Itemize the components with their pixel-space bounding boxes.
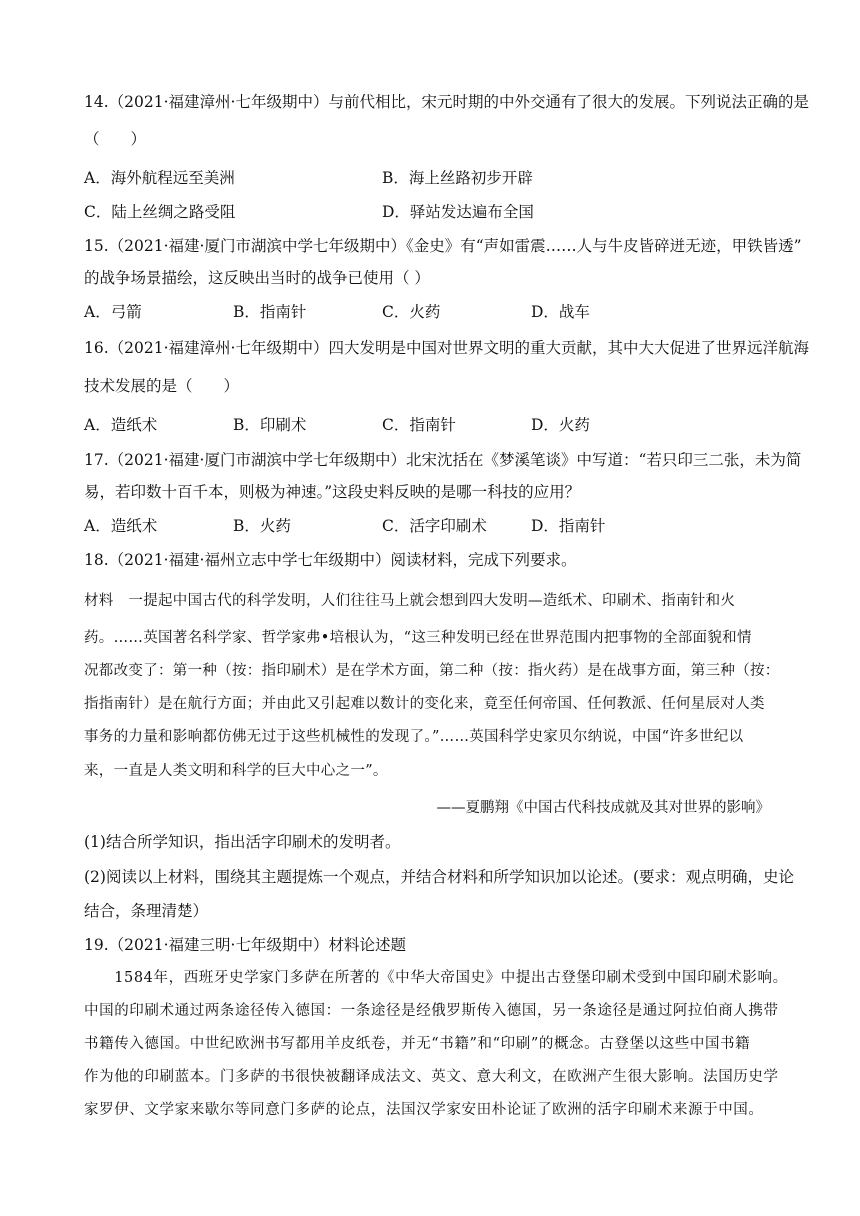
- q19-material-line: 作为他的印刷蓝本。门多萨的书很快被翻译成法文、英文、意大利文，在欧洲产生很大影响。法国历史学: [84, 1069, 779, 1085]
- q19-material-line: 家罗伊、文学家来歇尔等同意门多萨的论点，法国汉学家安田朴论证了欧洲的活字印刷术来源于中国。: [84, 1102, 764, 1118]
- q19-material-line: 书籍传入德国。中世纪欧洲书写都用羊皮纸卷，并无“书籍”和“印刷”的概念。古登堡以这些中国书籍: [84, 1036, 751, 1052]
- q18-subquestion-2-line1: (2)阅读以上材料，围绕其主题提炼一个观点，并结合材料和所学知识加以论述。(要求：观点明确，史论: [84, 868, 795, 886]
- q17-option-a: A．造纸术: [84, 517, 158, 535]
- q18-material-line: 材料 一提起中国古代的科学发明，人们往往马上就会想到四大发明—造纸术、印刷术、指南针和火: [84, 593, 736, 609]
- q16-stem-line1: 16.（2021·福建漳州·七年级期中）四大发明是中国对世界文明的重大贡献，其中大大促进了世界远洋航海: [84, 339, 809, 357]
- q17-option-d: D．指南针: [531, 517, 606, 535]
- q14-option-a: A．海外航程远至美洲: [84, 169, 235, 187]
- q15-stem-line1: 15.（2021·福建·厦门市湖滨中学七年级期中）《金史》有“声如雷震……人与牛皮皆碎迸无迹，甲铁皆透”: [84, 237, 802, 255]
- q18-material-line: 指指南针）是在航行方面；并由此又引起难以数计的变化来，竟至任何帝国、任何教派、任何星辰对人类: [84, 696, 765, 712]
- q18-material-line: 事务的力量和影响都仿佛无过于这些机械性的发现了。”……英国科学史家贝尔纳说，中国“许多世纪以: [84, 729, 744, 745]
- q18-material-line: 况都改变了：第一种（按：指印刷术）是在学术方面，第二种（按：指火药）是在战事方面，第三种（按：: [84, 663, 780, 679]
- q14-stem-line1: 14.（2021·福建漳州·七年级期中）与前代相比，宋元时期的中外交通有了很大的发展。下列说法正确的是: [84, 93, 809, 111]
- q16-option-c: C．指南针: [382, 416, 456, 434]
- q17-option-b: B．火药: [233, 517, 291, 535]
- q19-stem: 19.（2021·福建三明·七年级期中）材料论述题: [84, 936, 406, 954]
- q14-option-d: D．驿站发达遍布全国: [382, 203, 534, 221]
- q16-stem-line2: 技术发展的是（ ）: [84, 377, 240, 395]
- q17-option-c: C．活字印刷术: [382, 517, 487, 535]
- q18-material-source: ——夏鹏翔《中国古代科技成就及其对世界的影响》: [436, 800, 770, 816]
- q15-option-a: A．弓箭: [84, 303, 142, 321]
- q19-material-line: 中国的印刷术通过两条途径传入德国：一条途径是经俄罗斯传入德国，另一条途径是通过阿拉伯商人携带: [84, 1003, 779, 1019]
- q16-option-d: D．火药: [531, 416, 590, 434]
- q15-stem-line2: 的战争场景描绘，这反映出当时的战争已使用（ ）: [84, 269, 430, 287]
- q16-option-b: B．印刷术: [233, 416, 307, 434]
- q14-option-c: C．陆上丝绸之路受阻: [84, 203, 236, 221]
- q15-option-d: D．战车: [531, 303, 590, 321]
- q18-stem: 18.（2021·福建·福州立志中学七年级期中）阅读材料，完成下列要求。: [84, 551, 577, 569]
- q14-option-b: B．海上丝路初步开辟: [382, 169, 533, 187]
- q15-option-b: B．指南针: [233, 303, 307, 321]
- q18-subquestion-2-line2: 结合，条理清楚）: [84, 902, 209, 920]
- q18-subquestion-1: (1)结合所学知识，指出活字印刷术的发明者。: [84, 833, 401, 851]
- q18-material-line: 药。……英国著名科学家、哲学家弗•培根认为，“这三种发明已经在世界范围内把事物的全部面貌和情: [84, 630, 752, 646]
- q16-option-a: A．造纸术: [84, 416, 158, 434]
- q17-stem-line2: 易，若印数十百千本，则极为神速。”这段史料反映的是哪一科技的应用？: [84, 483, 581, 501]
- q14-stem-line2: （ ）: [84, 130, 147, 148]
- q19-material-line: 1584年，西班牙史学家门多萨在所著的《中华大帝国史》中提出古登堡印刷术受到中国印刷术影响。: [84, 970, 788, 986]
- q15-option-c: C．火药: [382, 303, 441, 321]
- q17-stem-line1: 17.（2021·福建·厦门市湖滨中学七年级期中）北宋沈括在《梦溪笔谈》中写道：“若只印三二张，未为简: [84, 451, 802, 469]
- q18-material-line: 来，一直是人类文明和科学的巨大中心之一”。: [84, 763, 388, 779]
